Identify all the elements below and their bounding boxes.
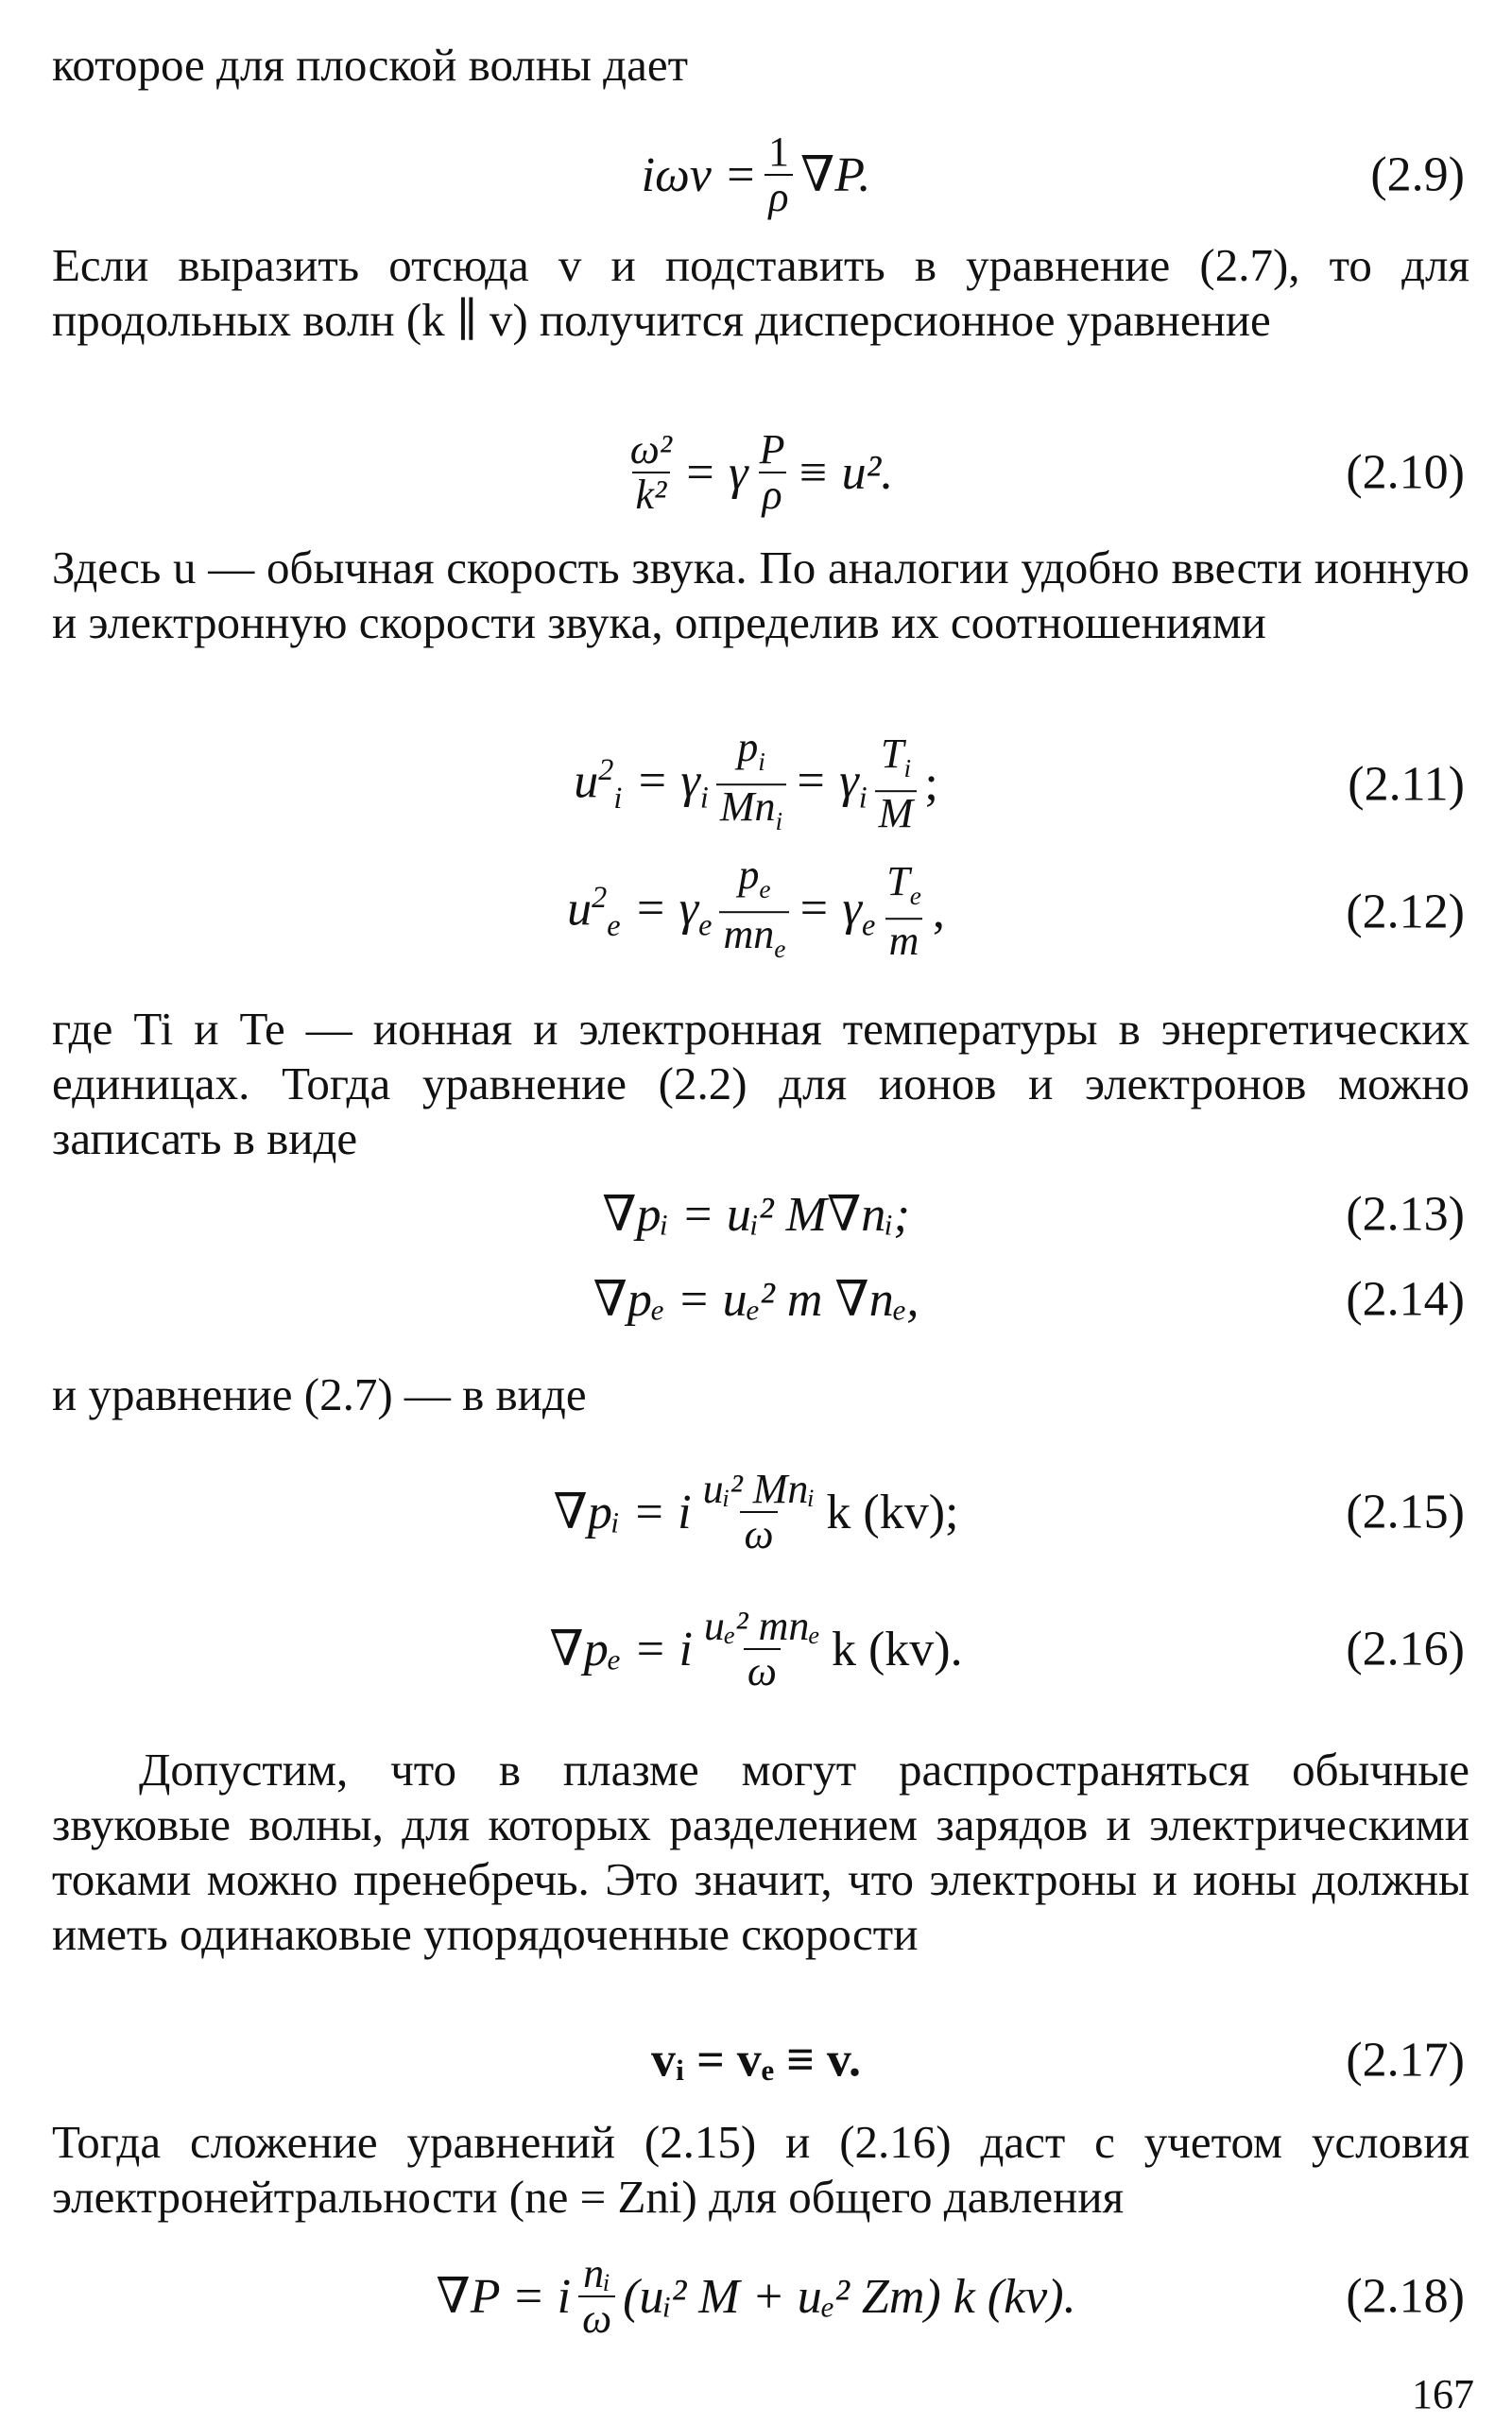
eq-2-18-number: (2.18)	[1346, 2269, 1465, 2324]
eq-2-18-lhs: ∇P = i	[436, 2270, 572, 2324]
equation-2-16	[0, 1603, 1512, 1694]
eq-2-13-body: ∇pᵢ = uᵢ² M∇nᵢ;	[602, 1188, 910, 1242]
eq-2-15-lhs: ∇pᵢ = i	[553, 1486, 692, 1539]
eq-2-12-gamma-2: = $\gamma_e$	[797, 882, 876, 942]
eq-2-9-frac-num: 1	[767, 129, 789, 175]
eq-2-10-mid: = γ	[683, 445, 748, 500]
eq-2-12-lhs: $u^2_e$	[567, 880, 621, 943]
eq-2-11-gamma-2: = $\gamma_i$	[794, 754, 868, 815]
eq-2-17-number: (2.17)	[1346, 2033, 1465, 2088]
eq-2-10-fraction-2	[756, 428, 789, 517]
equation-2-13	[0, 1172, 1512, 1257]
eq-2-16-fraction: $\frac{\text{uₑ² mnₑ}}{\omega}$	[703, 1603, 820, 1694]
eq-2-11-gamma-1: = $\gamma_i$	[635, 754, 709, 815]
paragraph-6: Допустим, что в плазме могут распространяться обычные звуковые волны, для которых разделением зарядов и электрическими токами можно пренебречь. Это значит, что электроны и ионы должны иметь одинаковые упорядоченные скорости	[52, 1744, 1469, 1960]
eq-2-16-number: (2.16)	[1346, 1622, 1465, 1676]
eq-2-14-body: ∇pₑ = uₑ² m ∇nₑ,	[593, 1273, 919, 1327]
equation-2-9	[0, 129, 1512, 220]
paragraph-1: которое для плоской волны дает	[52, 39, 688, 91]
eq-2-12-number: (2.12)	[1346, 885, 1465, 939]
page-number: 167	[1412, 2371, 1474, 2417]
eq-2-11-number: (2.11)	[1348, 757, 1465, 812]
eq-2-10-f1-den: k²	[632, 472, 671, 517]
eq-2-9-lhs: iωv =	[641, 147, 757, 202]
eq-2-11-fraction-1: $\frac{p_i}{Mn_i}$	[716, 726, 786, 843]
equation-2-12	[0, 851, 1512, 965]
eq-2-10-number: (2.10)	[1346, 445, 1465, 500]
paragraph-4: где Ti и Te — ионная и электронная температуры в энергетических единицах. Тогда уравнение (2.2) для ионов и электронов можно записать в виде	[52, 1003, 1469, 1164]
eq-2-15-number: (2.15)	[1346, 1485, 1465, 1539]
eq-2-15-fraction: $\frac{\text{uᵢ² Mnᵢ}}{\omega}$	[702, 1466, 816, 1557]
eq-2-13-number: (2.13)	[1346, 1187, 1465, 1242]
eq-2-9-frac-den: ρ	[765, 174, 792, 219]
equation-2-10	[0, 426, 1512, 518]
eq-2-16-rhs: k (kv).	[831, 1622, 963, 1676]
eq-2-9-number: (2.9)	[1370, 147, 1465, 202]
eq-2-10-f2-num: P	[759, 426, 785, 473]
eq-2-11-tail: ;	[924, 757, 938, 812]
eq-2-18-fraction: $\frac{\text{nᵢ}}{\omega}$	[578, 2252, 615, 2341]
equation-2-18	[0, 2250, 1512, 2342]
eq-2-12-fraction-1: $\frac{p_e}{mn_e}$	[719, 853, 789, 971]
eq-2-10-fraction-1	[627, 428, 676, 517]
paragraph-3: Здесь u — обычная скорость звука. По аналогии удобно ввести ионную и электронную скорости звука, определив их соотношениями	[52, 542, 1469, 648]
paragraph-5: и уравнение (2.7) — в виде	[52, 1368, 587, 1420]
eq-2-10-f2-den: ρ	[759, 472, 786, 517]
eq-2-11-lhs: $u^2_i$	[574, 752, 623, 816]
eq-2-17-body: vᵢ = vₑ ≡ v.	[650, 2033, 862, 2088]
eq-2-10-f1-num: ω²	[629, 426, 673, 473]
eq-2-12-tail: ,	[932, 885, 945, 939]
eq-2-9-rhs: ∇P.	[799, 148, 871, 202]
eq-2-12-gamma-1: = $\gamma_e$	[633, 882, 713, 942]
eq-2-12-fraction-2: $\frac{T_e}{m}$	[886, 858, 921, 965]
paragraph-2: Если выразить отсюда v и подставить в уравнение (2.7), то для продольных волн (k ∥ v) получится дисперсионное уравнение	[52, 239, 1469, 346]
eq-2-15-rhs: k (kv);	[826, 1485, 959, 1539]
equation-2-15	[0, 1466, 1512, 1557]
eq-2-10-rhs: ≡ u².	[796, 445, 894, 500]
paragraph-7: Тогда сложение уравнений (2.15) и (2.16) даст с учетом условия электронейтральности (ne = Zni) для общего давления	[52, 2116, 1469, 2223]
eq-2-18-rhs: (uᵢ² M + uₑ² Zm) k (kv).	[623, 2269, 1076, 2324]
equation-2-14	[0, 1257, 1512, 1342]
eq-2-9-fraction	[765, 130, 793, 219]
eq-2-16-lhs: ∇pₑ = i	[549, 1623, 693, 1676]
equation-2-11	[0, 724, 1512, 837]
eq-2-11-fraction-2: $\frac{T_i}{M}$	[875, 733, 918, 836]
eq-2-14-number: (2.14)	[1346, 1272, 1465, 1327]
equation-2-17	[0, 2018, 1512, 2103]
